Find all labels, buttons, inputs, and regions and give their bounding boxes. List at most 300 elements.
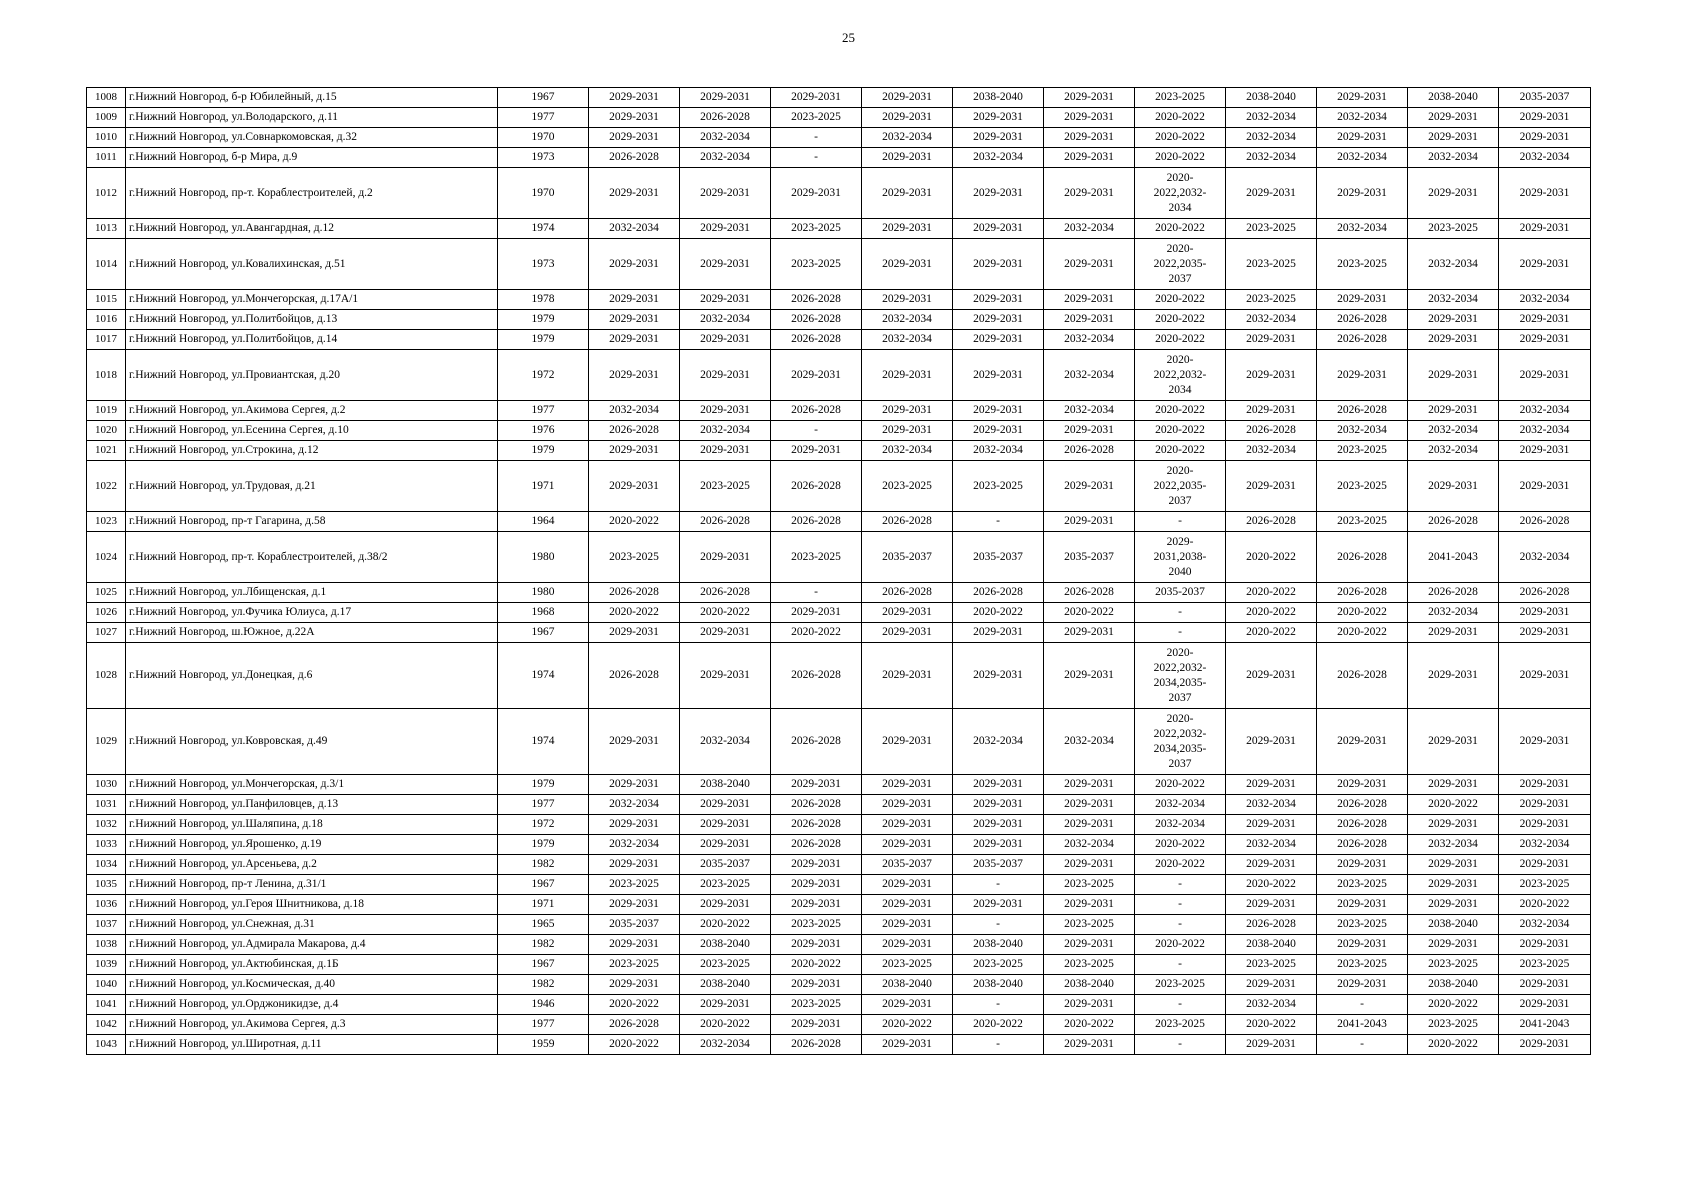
repair-period-cell: -	[1135, 915, 1226, 935]
repair-period-cell: 2029-2031	[862, 935, 953, 955]
repair-period-cell: 2029-2031	[862, 895, 953, 915]
repair-period-cell: 2032-2034	[1226, 310, 1317, 330]
repair-period-cell: 2020-2022	[1135, 855, 1226, 875]
repair-period-cell: 2029-2031	[1499, 330, 1591, 350]
repair-period-cell: 2029-2031	[953, 219, 1044, 239]
repair-period-cell: 2032-2034	[1226, 795, 1317, 815]
repair-period-cell: 2032-2034	[1408, 835, 1499, 855]
row-number: 1021	[87, 441, 126, 461]
repair-period-cell: 2020-2022	[771, 623, 862, 643]
repair-period-cell: 2029-2031	[589, 895, 680, 915]
repair-period-cell: 2032-2034	[1044, 219, 1135, 239]
repair-period-cell: 2023-2025	[1044, 955, 1135, 975]
build-year-cell: 1979	[498, 330, 589, 350]
row-number: 1028	[87, 643, 126, 709]
repair-period-cell: 2023-2025	[953, 461, 1044, 512]
repair-period-cell: 2026-2028	[680, 583, 771, 603]
repair-period-cell: 2026-2028	[589, 583, 680, 603]
repair-period-cell: 2026-2028	[1317, 532, 1408, 583]
table-row	[87, 441, 1591, 461]
repair-period-cell: 2041-2043	[1499, 1015, 1591, 1035]
repair-period-cell: 2029-2031	[1408, 401, 1499, 421]
repair-period-cell: 2020-2022	[589, 603, 680, 623]
table-row	[87, 623, 1591, 643]
build-year-cell: 1976	[498, 421, 589, 441]
repair-period-cell: 2020-2022	[1408, 795, 1499, 815]
row-number: 1015	[87, 290, 126, 310]
repair-period-cell: 2029-2031	[1226, 643, 1317, 709]
repair-period-cell: 2029-2031	[1499, 623, 1591, 643]
repair-period-cell: 2026-2028	[953, 583, 1044, 603]
repair-period-cell: 2038-2040	[862, 975, 953, 995]
repair-period-cell: 2029-2031	[953, 835, 1044, 855]
repair-period-cell: 2026-2028	[1317, 795, 1408, 815]
repair-period-cell: 2029-2031	[1408, 643, 1499, 709]
row-number: 1010	[87, 128, 126, 148]
row-number: 1035	[87, 875, 126, 895]
repair-period-cell: 2038-2040	[680, 935, 771, 955]
build-year-cell: 1971	[498, 895, 589, 915]
repair-period-cell: 2032-2034	[680, 310, 771, 330]
repair-period-cell: 2032-2034	[953, 709, 1044, 775]
repair-period-cell: 2029-2031	[771, 875, 862, 895]
repair-period-cell: 2026-2028	[771, 643, 862, 709]
build-year-cell: 1970	[498, 128, 589, 148]
address-cell: г.Нижний Новгород, пр-т. Кораблестроителей, д.38/2	[126, 532, 498, 583]
repair-period-cell: 2032-2034	[1408, 603, 1499, 623]
repair-period-cell: -	[953, 512, 1044, 532]
table-row	[87, 1035, 1591, 1055]
repair-period-cell: 2029-2031	[862, 88, 953, 108]
address-cell: г.Нижний Новгород, ул.Адмирала Макарова, д.4	[126, 935, 498, 955]
repair-period-cell: 2023-2025	[1226, 955, 1317, 975]
build-year-cell: 1982	[498, 855, 589, 875]
repair-period-cell: 2029-2031	[680, 815, 771, 835]
repair-period-cell: 2029-2031	[1408, 623, 1499, 643]
repair-period-cell: -	[1135, 895, 1226, 915]
address-cell: г.Нижний Новгород, ул.Авангардная, д.12	[126, 219, 498, 239]
repair-period-cell: 2026-2028	[1044, 583, 1135, 603]
repair-period-cell: 2029-2031	[862, 603, 953, 623]
repair-period-cell: 2020-2022	[1317, 623, 1408, 643]
repair-period-cell: 2029-2031	[1044, 623, 1135, 643]
repair-period-cell: 2020-2022	[1135, 310, 1226, 330]
repair-period-cell: 2029-2031	[680, 88, 771, 108]
repair-period-cell: 2029-2031	[1317, 775, 1408, 795]
repair-period-cell: 2023-2025	[589, 955, 680, 975]
repair-period-cell: 2029-2031	[589, 855, 680, 875]
repair-period-cell: 2032-2034	[1044, 709, 1135, 775]
repair-period-cell: 2020-2022	[1499, 895, 1591, 915]
repair-period-cell: 2029-2031	[771, 168, 862, 219]
table-row	[87, 310, 1591, 330]
repair-period-cell: 2029-2031	[589, 88, 680, 108]
repair-period-cell: 2023-2025	[1226, 239, 1317, 290]
table-row	[87, 583, 1591, 603]
repair-period-cell: 2026-2028	[1408, 512, 1499, 532]
repair-period-cell: 2029-2031	[680, 441, 771, 461]
repair-period-cell: 2029-2031	[1044, 795, 1135, 815]
repair-period-cell: 2029-2031	[862, 815, 953, 835]
repair-period-cell: 2029-2031	[1499, 935, 1591, 955]
repair-period-cell: 2020-2022	[1135, 148, 1226, 168]
housing-repair-schedule-table	[86, 87, 1591, 1055]
repair-period-cell: 2023-2025	[589, 875, 680, 895]
repair-period-cell: 2029-2031	[771, 1015, 862, 1035]
address-cell: г.Нижний Новгород, ул.Политбойцов, д.14	[126, 330, 498, 350]
table-row	[87, 1015, 1591, 1035]
repair-period-cell: 2029-2031	[953, 310, 1044, 330]
repair-period-cell: 2029-2031	[1317, 975, 1408, 995]
repair-period-cell: 2026-2028	[771, 1035, 862, 1055]
repair-period-cell: 2020-2022	[1135, 775, 1226, 795]
repair-period-cell: 2029-2031	[1317, 290, 1408, 310]
repair-period-cell: -	[1135, 995, 1226, 1015]
repair-period-cell: 2032-2034	[680, 709, 771, 775]
repair-period-cell: 2020-2022	[1226, 583, 1317, 603]
repair-period-cell: 2029-2031	[680, 623, 771, 643]
address-cell: г.Нижний Новгород, пр-т Гагарина, д.58	[126, 512, 498, 532]
repair-period-cell: 2032-2034	[1499, 835, 1591, 855]
repair-period-cell: 2026-2028	[589, 643, 680, 709]
address-cell: г.Нижний Новгород, ул.Шаляпина, д.18	[126, 815, 498, 835]
repair-period-cell: 2029-2031	[953, 108, 1044, 128]
repair-period-cell: 2026-2028	[589, 148, 680, 168]
repair-period-cell: 2026-2028	[1317, 583, 1408, 603]
repair-period-cell: 2026-2028	[680, 108, 771, 128]
repair-period-cell: 2035-2037	[589, 915, 680, 935]
repair-period-cell: 2026-2028	[1226, 421, 1317, 441]
repair-period-cell: 2029-2031	[862, 623, 953, 643]
repair-period-cell: 2020-2022	[589, 1035, 680, 1055]
repair-period-cell: 2023-2025	[680, 461, 771, 512]
address-cell: г.Нижний Новгород, ул.Панфиловцев, д.13	[126, 795, 498, 815]
address-cell: г.Нижний Новгород, ул.Политбойцов, д.13	[126, 310, 498, 330]
repair-period-cell: -	[1135, 512, 1226, 532]
table-row	[87, 935, 1591, 955]
repair-period-cell: 2020-2022	[1135, 835, 1226, 855]
repair-period-cell: 2029-2031	[1499, 855, 1591, 875]
repair-period-cell: -	[1317, 995, 1408, 1015]
repair-period-cell: 2029-2031	[1499, 128, 1591, 148]
repair-period-cell: 2029-2031	[953, 421, 1044, 441]
build-year-cell: 1980	[498, 583, 589, 603]
repair-period-cell: 2029-2031	[862, 1035, 953, 1055]
repair-period-cell: 2029-2031	[1499, 461, 1591, 512]
repair-period-cell: -	[953, 1035, 1044, 1055]
build-year-cell: 1974	[498, 219, 589, 239]
repair-period-cell: 2029-2031	[1499, 975, 1591, 995]
repair-period-cell: 2020-2022	[771, 955, 862, 975]
repair-period-cell: 2023-2025	[1135, 88, 1226, 108]
repair-period-cell: 2035-2037	[680, 855, 771, 875]
repair-period-cell: 2032-2034	[1499, 532, 1591, 583]
address-cell: г.Нижний Новгород, пр-т. Кораблестроителей, д.2	[126, 168, 498, 219]
repair-period-cell: 2032-2034	[680, 128, 771, 148]
repair-period-cell: 2029-2031	[862, 421, 953, 441]
repair-period-cell: 2020- 2022,2032- 2034	[1135, 168, 1226, 219]
repair-period-cell: 2035-2037	[862, 532, 953, 583]
repair-period-cell: 2020-2022	[1135, 108, 1226, 128]
repair-period-cell: 2020-2022	[680, 915, 771, 935]
repair-period-cell: 2029-2031	[953, 401, 1044, 421]
repair-period-cell: 2038-2040	[1226, 935, 1317, 955]
repair-period-cell: -	[1135, 875, 1226, 895]
repair-period-cell: 2029-2031	[862, 239, 953, 290]
repair-period-cell: 2029-2031	[1044, 421, 1135, 441]
repair-period-cell: 2029-2031	[1044, 310, 1135, 330]
repair-period-cell: 2029-2031	[1408, 128, 1499, 148]
address-cell: г.Нижний Новгород, пр-т Ленина, д.31/1	[126, 875, 498, 895]
table-row	[87, 290, 1591, 310]
repair-period-cell: 2020-2022	[1135, 219, 1226, 239]
repair-period-cell: 2026-2028	[1317, 310, 1408, 330]
repair-period-cell: 2029-2031	[1226, 330, 1317, 350]
repair-period-cell: 2029-2031	[1044, 168, 1135, 219]
repair-period-cell: 2023-2025	[771, 108, 862, 128]
repair-period-cell: 2029-2031	[1317, 350, 1408, 401]
build-year-cell: 1967	[498, 875, 589, 895]
repair-period-cell: 2029-2031	[1044, 775, 1135, 795]
table-row	[87, 239, 1591, 290]
address-cell: г.Нижний Новгород, ул.Ковровская, д.49	[126, 709, 498, 775]
table-row	[87, 148, 1591, 168]
row-number: 1018	[87, 350, 126, 401]
repair-period-cell: 2032-2034	[1226, 835, 1317, 855]
repair-period-cell: 2029-2031	[771, 935, 862, 955]
repair-period-cell: 2029-2031	[1408, 108, 1499, 128]
repair-period-cell: 2032-2034	[1135, 815, 1226, 835]
table-row	[87, 835, 1591, 855]
address-cell: г.Нижний Новгород, ул.Лбищенская, д.1	[126, 583, 498, 603]
address-cell: г.Нижний Новгород, ул.Ковалихинская, д.51	[126, 239, 498, 290]
repair-period-cell: 2026-2028	[1226, 512, 1317, 532]
repair-period-cell: 2032-2034	[1499, 148, 1591, 168]
table-row	[87, 995, 1591, 1015]
build-year-cell: 1977	[498, 401, 589, 421]
repair-period-cell: 2029-2031	[1499, 168, 1591, 219]
repair-period-cell: 2029-2031	[1317, 709, 1408, 775]
repair-period-cell: -	[1135, 603, 1226, 623]
repair-period-cell: 2023-2025	[1499, 875, 1591, 895]
repair-period-cell: 2029-2031	[1044, 815, 1135, 835]
repair-period-cell: 2029-2031	[771, 895, 862, 915]
repair-period-cell: 2029-2031	[862, 350, 953, 401]
repair-period-cell: 2020- 2022,2032- 2034,2035- 2037	[1135, 709, 1226, 775]
repair-period-cell: 2029-2031	[680, 995, 771, 1015]
table-row	[87, 421, 1591, 441]
repair-period-cell: 2032-2034	[1408, 239, 1499, 290]
repair-period-cell: 2029-2031	[1044, 148, 1135, 168]
repair-period-cell: 2032-2034	[862, 330, 953, 350]
repair-period-cell: 2023-2025	[1044, 875, 1135, 895]
row-number: 1040	[87, 975, 126, 995]
repair-period-cell: 2029-2031	[680, 219, 771, 239]
repair-period-cell: 2029-2031	[1408, 855, 1499, 875]
repair-period-cell: 2029-2031	[1044, 239, 1135, 290]
repair-period-cell: 2023-2025	[862, 955, 953, 975]
repair-period-cell: 2032-2034	[680, 148, 771, 168]
repair-period-cell: 2029-2031	[862, 915, 953, 935]
address-cell: г.Нижний Новгород, ул.Фучика Юлиуса, д.17	[126, 603, 498, 623]
table-row	[87, 955, 1591, 975]
repair-period-cell: 2020- 2022,2035- 2037	[1135, 461, 1226, 512]
repair-period-cell: 2023-2025	[1317, 441, 1408, 461]
repair-period-cell: 2029-2031	[1226, 855, 1317, 875]
repair-period-cell: 2029-2031	[1408, 875, 1499, 895]
repair-period-cell: 2023-2025	[771, 532, 862, 583]
repair-period-cell: 2029-2031	[589, 330, 680, 350]
repair-period-cell: 2023-2025	[1317, 875, 1408, 895]
repair-period-cell: 2029-2031	[589, 310, 680, 330]
build-year-cell: 1973	[498, 239, 589, 290]
repair-period-cell: 2029-2031	[1317, 128, 1408, 148]
build-year-cell: 1977	[498, 108, 589, 128]
repair-period-cell: 2029-2031	[680, 168, 771, 219]
repair-period-cell: 2029-2031	[1499, 815, 1591, 835]
repair-period-cell: -	[771, 421, 862, 441]
repair-period-cell: 2029-2031	[1044, 108, 1135, 128]
repair-period-cell: 2029-2031	[1044, 995, 1135, 1015]
row-number: 1016	[87, 310, 126, 330]
repair-period-cell: 2029-2031	[1499, 643, 1591, 709]
address-cell: г.Нижний Новгород, ул.Совнаркомовская, д.32	[126, 128, 498, 148]
repair-period-cell: -	[953, 875, 1044, 895]
repair-period-cell: 2029-2031	[1408, 168, 1499, 219]
repair-period-cell: 2029-2031	[953, 895, 1044, 915]
repair-period-cell: 2020-2022	[953, 603, 1044, 623]
repair-period-cell: 2029-2031	[1499, 1035, 1591, 1055]
repair-period-cell: 2026-2028	[1044, 441, 1135, 461]
repair-period-cell: 2026-2028	[1317, 401, 1408, 421]
build-year-cell: 1959	[498, 1035, 589, 1055]
build-year-cell: 1974	[498, 709, 589, 775]
table-row	[87, 88, 1591, 108]
repair-period-cell: 2020-2022	[1135, 935, 1226, 955]
row-number: 1026	[87, 603, 126, 623]
repair-period-cell: 2038-2040	[1408, 975, 1499, 995]
repair-period-cell: 2029-2031	[953, 350, 1044, 401]
repair-period-cell: 2032-2034	[1226, 148, 1317, 168]
address-cell: г.Нижний Новгород, ул.Мончегорская, д.3/1	[126, 775, 498, 795]
repair-period-cell: 2026-2028	[1226, 915, 1317, 935]
repair-period-cell: 2029-2031	[589, 709, 680, 775]
repair-period-cell: 2026-2028	[1499, 512, 1591, 532]
repair-period-cell: 2038-2040	[680, 775, 771, 795]
repair-period-cell: 2029-2031	[862, 148, 953, 168]
repair-period-cell: 2023-2025	[1317, 915, 1408, 935]
repair-period-cell: 2029-2031	[680, 532, 771, 583]
row-number: 1023	[87, 512, 126, 532]
repair-period-cell: 2029- 2031,2038- 2040	[1135, 532, 1226, 583]
repair-period-cell: 2029-2031	[953, 128, 1044, 148]
repair-period-cell: 2029-2031	[771, 441, 862, 461]
row-number: 1042	[87, 1015, 126, 1035]
repair-period-cell: 2029-2031	[1408, 330, 1499, 350]
repair-period-cell: 2023-2025	[680, 875, 771, 895]
table-row	[87, 219, 1591, 239]
address-cell: г.Нижний Новгород, ул.Провиантская, д.20	[126, 350, 498, 401]
row-number: 1030	[87, 775, 126, 795]
repair-period-cell: 2026-2028	[1317, 330, 1408, 350]
row-number: 1025	[87, 583, 126, 603]
build-year-cell: 1965	[498, 915, 589, 935]
repair-period-cell: 2023-2025	[1044, 915, 1135, 935]
row-number: 1041	[87, 995, 126, 1015]
row-number: 1019	[87, 401, 126, 421]
repair-period-cell: 2032-2034	[1226, 441, 1317, 461]
repair-period-cell: -	[1135, 1035, 1226, 1055]
repair-period-cell: -	[771, 128, 862, 148]
repair-period-cell: 2023-2025	[771, 219, 862, 239]
repair-period-cell: 2035-2037	[953, 855, 1044, 875]
row-number: 1036	[87, 895, 126, 915]
repair-period-cell: 2020-2022	[1044, 603, 1135, 623]
repair-period-cell: 2029-2031	[1317, 88, 1408, 108]
address-cell: г.Нижний Новгород, ул.Широтная, д.11	[126, 1035, 498, 1055]
repair-period-cell: 2029-2031	[953, 643, 1044, 709]
repair-period-cell: 2023-2025	[771, 995, 862, 1015]
repair-period-cell: 2038-2040	[680, 975, 771, 995]
repair-period-cell: 2029-2031	[1499, 108, 1591, 128]
repair-period-cell: 2038-2040	[1408, 915, 1499, 935]
build-year-cell: 1980	[498, 532, 589, 583]
repair-period-cell: 2026-2028	[1499, 583, 1591, 603]
repair-period-cell: 2029-2031	[680, 401, 771, 421]
repair-period-cell: 2023-2025	[1226, 219, 1317, 239]
table-row	[87, 709, 1591, 775]
build-year-cell: 1970	[498, 168, 589, 219]
repair-period-cell: 2029-2031	[1408, 935, 1499, 955]
repair-period-cell: 2038-2040	[1226, 88, 1317, 108]
repair-period-cell: 2032-2034	[680, 421, 771, 441]
build-year-cell: 1977	[498, 795, 589, 815]
table-row	[87, 168, 1591, 219]
repair-period-cell: 2035-2037	[1499, 88, 1591, 108]
row-number: 1029	[87, 709, 126, 775]
repair-period-cell: 2029-2031	[1044, 643, 1135, 709]
repair-period-cell: 2032-2034	[953, 441, 1044, 461]
build-year-cell: 1974	[498, 643, 589, 709]
repair-period-cell: 2032-2034	[1499, 421, 1591, 441]
repair-period-cell: -	[1317, 1035, 1408, 1055]
repair-period-cell: 2026-2028	[771, 815, 862, 835]
repair-period-cell: 2032-2034	[1408, 441, 1499, 461]
repair-period-cell: 2029-2031	[680, 643, 771, 709]
repair-period-cell: 2041-2043	[1408, 532, 1499, 583]
repair-period-cell: 2029-2031	[1226, 401, 1317, 421]
repair-period-cell: 2029-2031	[862, 835, 953, 855]
repair-period-cell: 2029-2031	[680, 895, 771, 915]
repair-period-cell: 2029-2031	[680, 290, 771, 310]
repair-period-cell: 2029-2031	[953, 815, 1044, 835]
repair-period-cell: 2026-2028	[771, 290, 862, 310]
table-row	[87, 875, 1591, 895]
repair-period-cell: 2020-2022	[589, 995, 680, 1015]
repair-period-cell: 2026-2028	[771, 310, 862, 330]
repair-period-cell: 2032-2034	[589, 835, 680, 855]
table-row	[87, 643, 1591, 709]
repair-period-cell: 2029-2031	[1408, 310, 1499, 330]
address-cell: г.Нижний Новгород, ул.Орджоникидзе, д.4	[126, 995, 498, 1015]
repair-period-cell: 2029-2031	[862, 775, 953, 795]
repair-period-cell: 2026-2028	[771, 330, 862, 350]
repair-period-cell: 2032-2034	[589, 795, 680, 815]
build-year-cell: 1979	[498, 775, 589, 795]
build-year-cell: 1946	[498, 995, 589, 1015]
repair-period-cell: 2032-2034	[1226, 995, 1317, 1015]
repair-period-cell: 2020-2022	[1135, 441, 1226, 461]
